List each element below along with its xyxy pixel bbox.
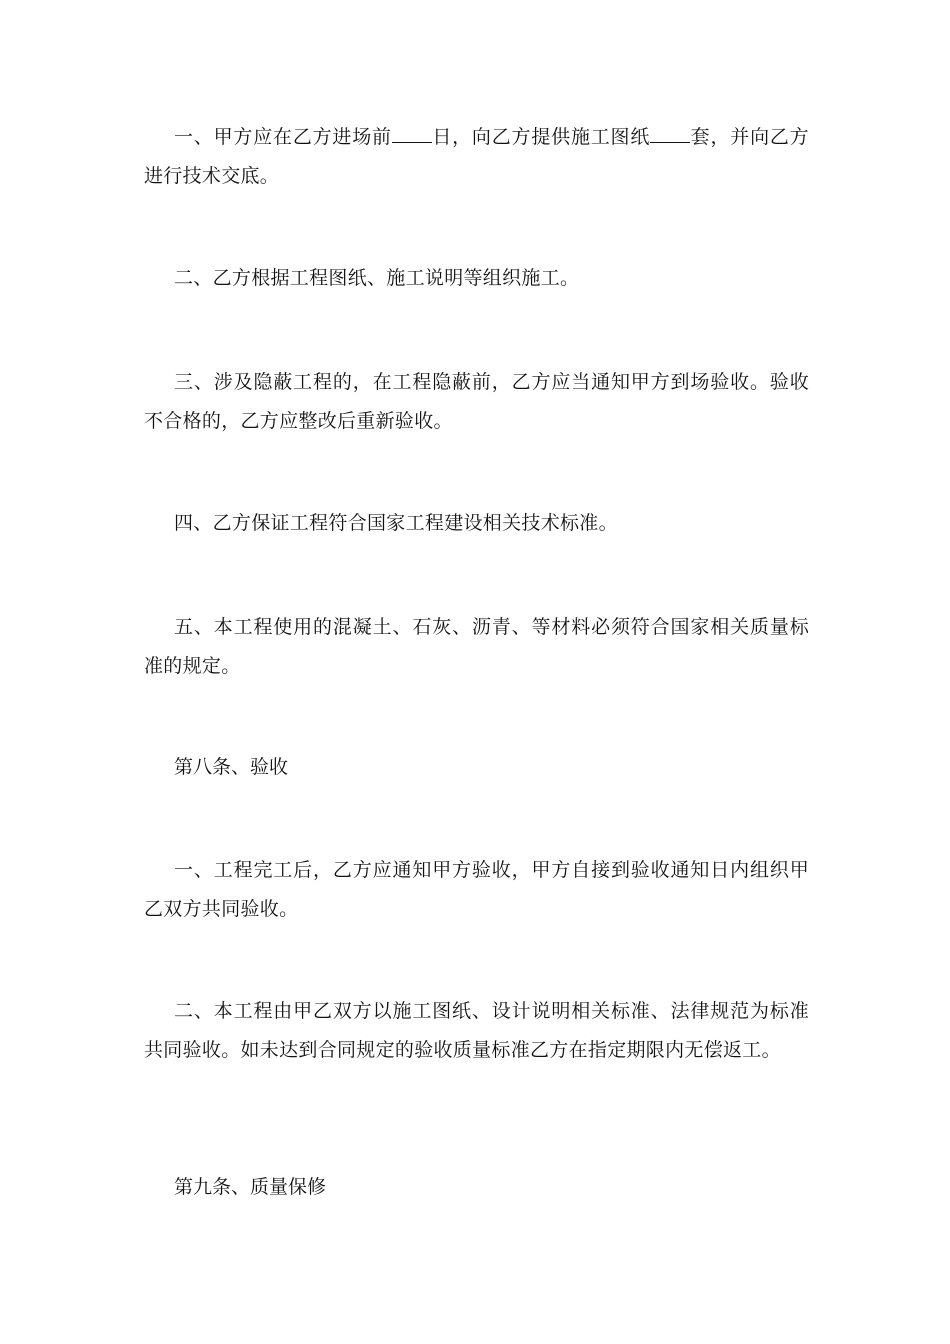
paragraph-2: 二、乙方根据工程图纸、施工说明等组织施工。 — [174, 267, 580, 289]
paragraph-1-part-a: 一、甲方应在乙方进场前 — [174, 126, 392, 148]
paragraph-3: 三、涉及隐蔽工程的，在工程隐蔽前，乙方应当通知甲方到场验收。验收不合格的，乙方应整改后重新验收。 — [144, 371, 809, 432]
article-9-heading: 第九条、质量保修 — [174, 1176, 327, 1198]
paragraph-1-part-c: 套，并向乙方进行技术交底。 — [144, 126, 809, 187]
paragraph-4: 四、乙方保证工程符合国家工程建设相关技术标准。 — [174, 512, 618, 534]
paragraph-1-part-b: 日，向乙方提供施工图纸 — [431, 126, 651, 148]
blank-days-line — [392, 124, 432, 143]
article-8-heading: 第八条、验收 — [174, 756, 289, 778]
article-8-item-2: 二、本工程由甲乙双方以施工图纸、设计说明相关标准、法律规范为标准共同验收。如未达到合同规定的验收质量标准乙方在指定期限内无偿返工。 — [144, 1000, 809, 1061]
paragraph-1 — [144, 118, 809, 196]
paragraph-5: 五、本工程使用的混凝土、石灰、沥青、等材料必须符合国家相关质量标准的规定。 — [144, 616, 809, 677]
blank-sets-line — [650, 124, 690, 143]
article-8-item-1: 一、工程完工后，乙方应通知甲方验收，甲方自接到验收通知日内组织甲乙双方共同验收。 — [144, 859, 809, 920]
